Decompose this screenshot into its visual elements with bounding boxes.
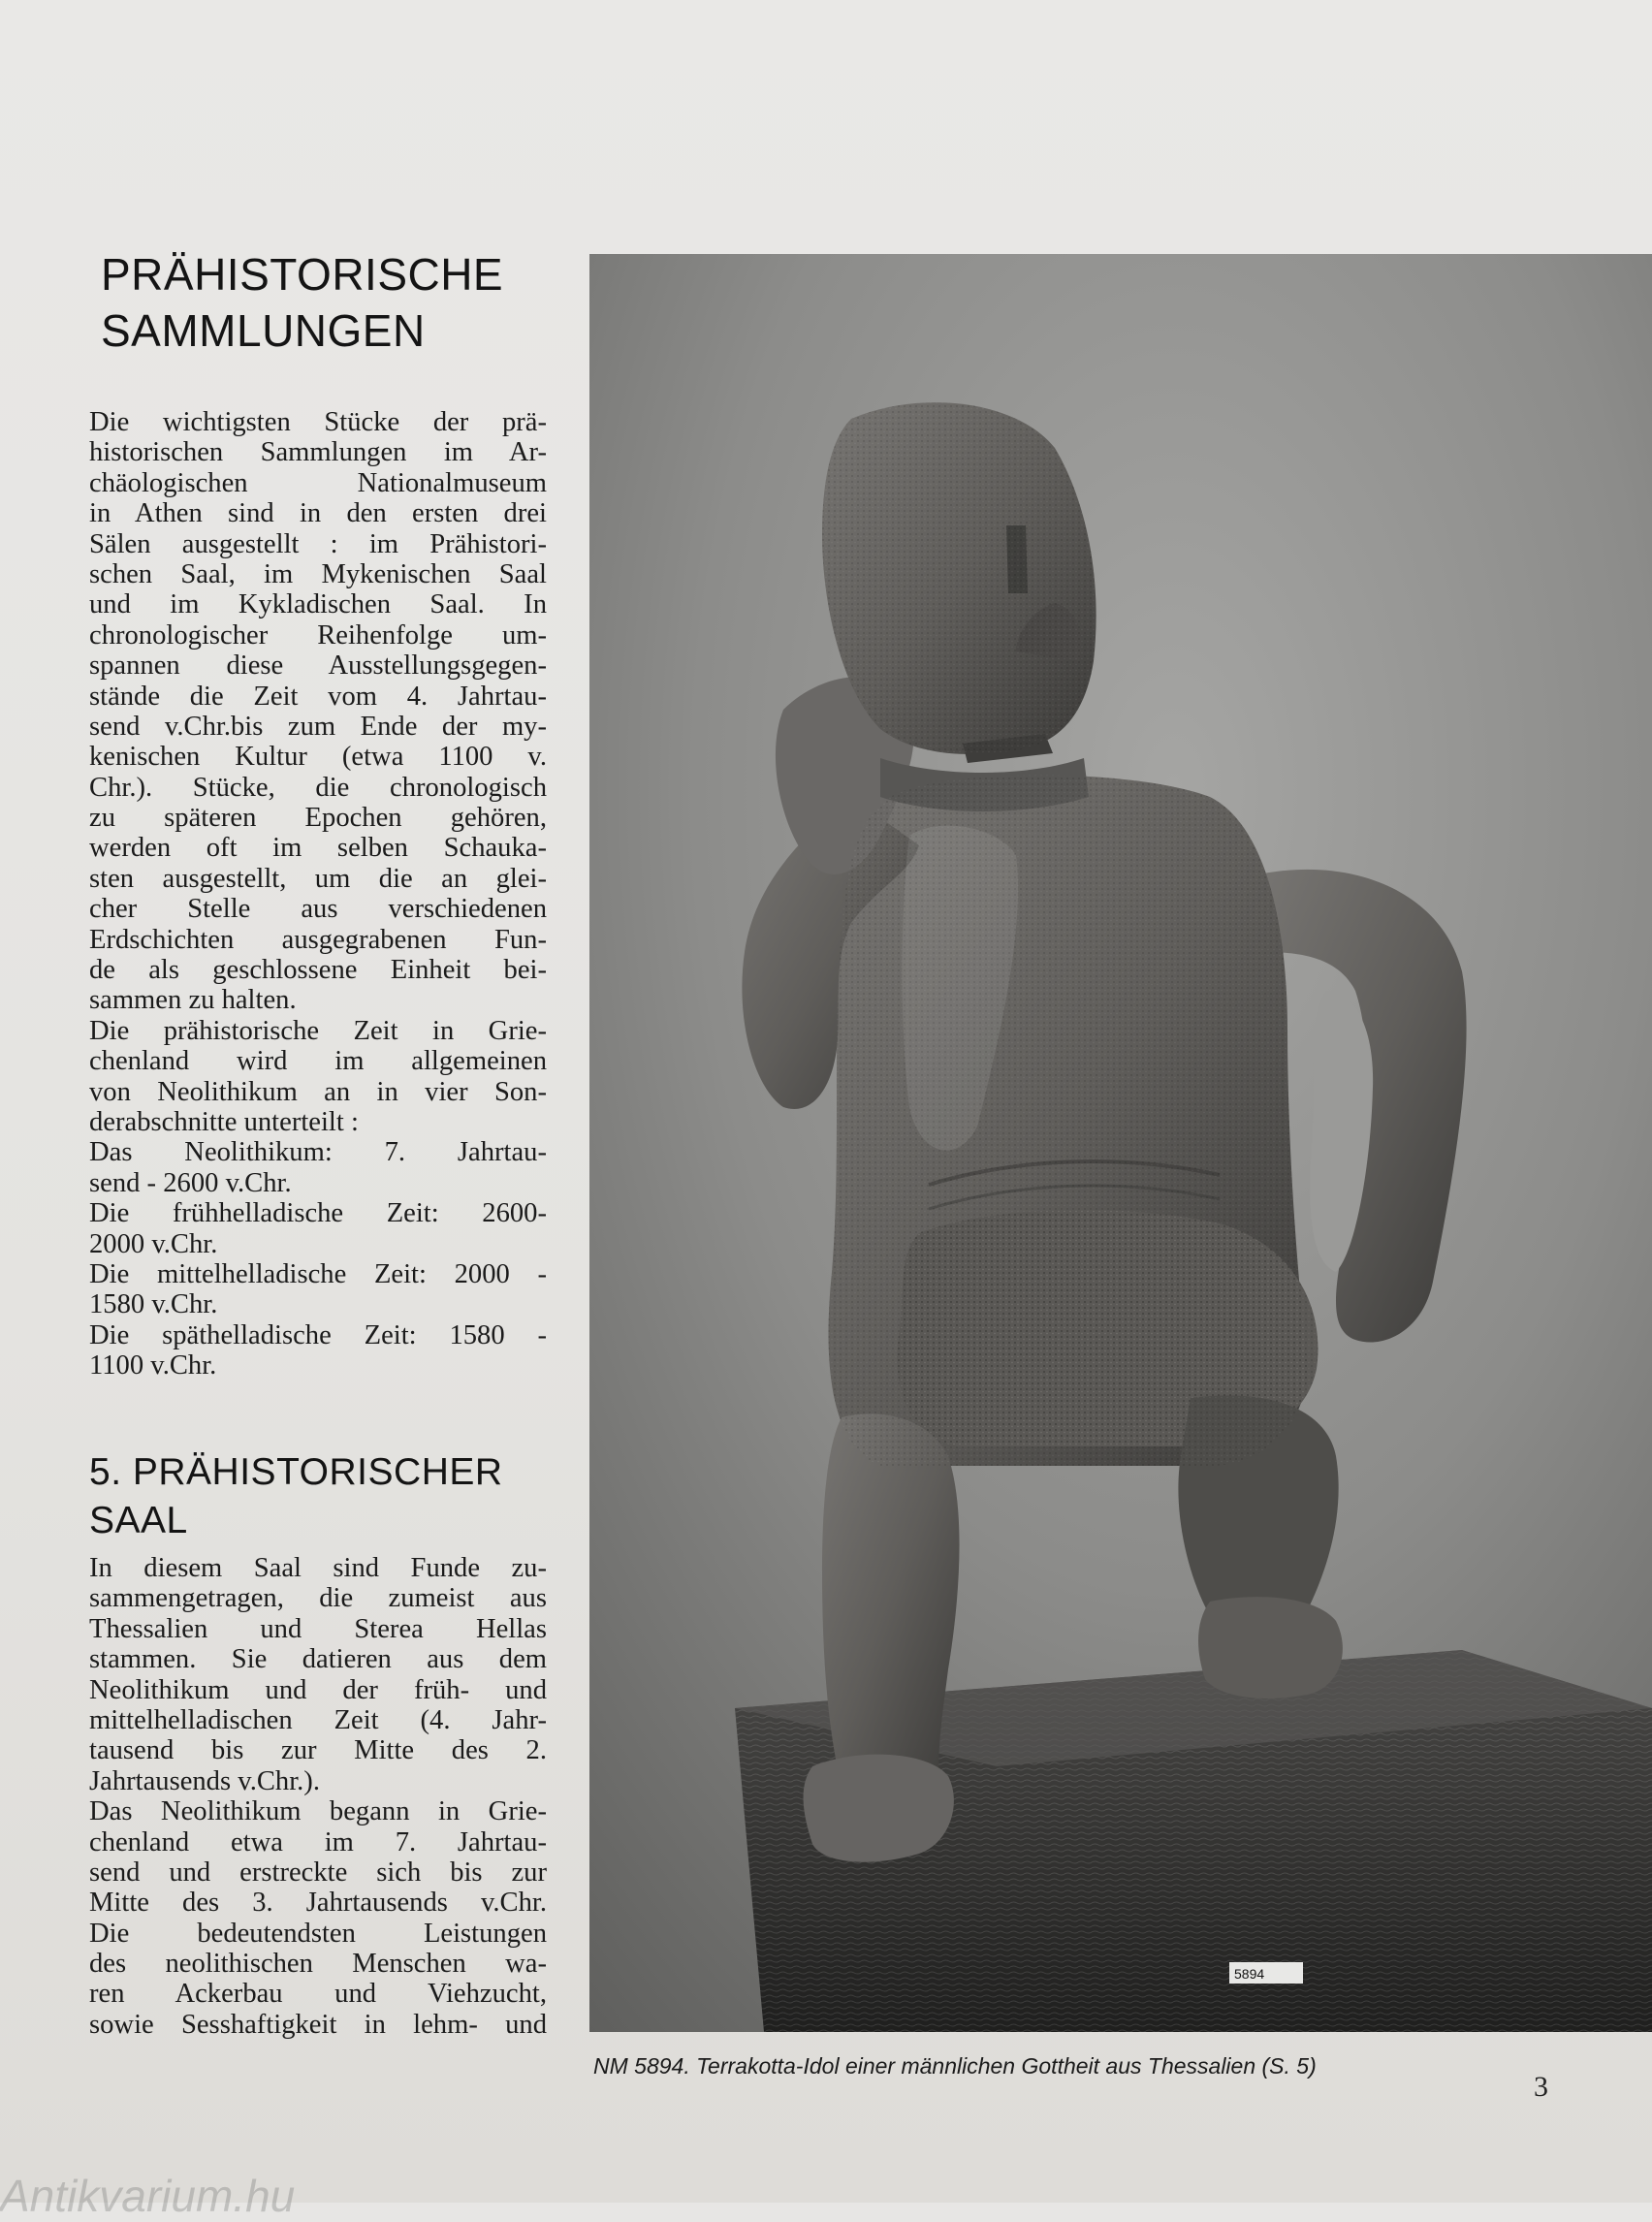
text-line: Sälen ausgestellt : im Prähistori-	[89, 528, 547, 559]
text-line: Die späthelladische Zeit: 1580 -	[89, 1319, 547, 1350]
section-heading-line-2: SAMMLUNGEN	[101, 305, 426, 356]
text-line: von Neolithikum an in vier Son-	[89, 1076, 547, 1107]
text-line: send - 2600 v.Chr.	[89, 1167, 292, 1198]
subsection-heading	[89, 1448, 555, 1545]
text-line: werden oft im selben Schauka-	[89, 833, 547, 864]
text-line: de als geschlossene Einheit bei-	[89, 955, 547, 986]
terracotta-idol-photo	[589, 254, 1652, 2032]
text-line: Die mittelhelladische Zeit: 2000 -	[89, 1258, 547, 1289]
text-line: zu späteren Epochen gehören,	[89, 803, 547, 834]
text-line: Die wichtigsten Stücke der prä-	[89, 407, 547, 437]
text-line: send v.Chr.bis zum Ende der my-	[89, 711, 547, 742]
text-line: chronologischer Reihenfolge um-	[89, 619, 547, 651]
watermark: Antikvarium.hu	[0, 2171, 296, 2221]
text-line: 1100 v.Chr.	[89, 1350, 217, 1381]
text-line: Die bedeutendsten Leistungen	[89, 1918, 547, 1949]
page-number: 3	[1534, 2071, 1548, 2103]
text-line: Mitte des 3. Jahrtausends v.Chr.	[89, 1888, 547, 1919]
text-line: spannen diese Ausstellungsgegen-	[89, 651, 547, 682]
text-line: Neolithikum und der früh- und	[89, 1674, 547, 1705]
text-line: in Athen sind in den ersten drei	[89, 498, 547, 529]
section-heading	[101, 246, 566, 359]
text-line: In diesem Saal sind Funde zu-	[89, 1553, 547, 1583]
text-line: Erdschichten ausgegrabenen Fun-	[89, 924, 547, 955]
text-line: sammengetragen, die zumeist aus	[89, 1583, 547, 1614]
inventory-label	[1229, 1962, 1303, 1984]
section-heading-line-1: PRÄHISTORISCHE	[101, 249, 504, 300]
inventory-label-text: 5894	[1234, 1966, 1265, 1982]
intro-text-column	[89, 407, 547, 1381]
text-line: 2000 v.Chr.	[89, 1228, 218, 1259]
text-line: chenland wird im allgemeinen	[89, 1046, 547, 1077]
text-line: sten ausgestellt, um die an glei-	[89, 863, 547, 894]
text-line: chäologischen Nationalmuseum	[89, 467, 547, 498]
text-line: historischen Sammlungen im Ar-	[89, 437, 547, 468]
hall-text-column	[89, 1553, 547, 2040]
subsection-heading-line-1: 5. PRÄHISTORISCHER	[89, 1451, 503, 1493]
text-line: stände die Zeit vom 4. Jahrtau-	[89, 681, 547, 712]
text-line: Das Neolithikum begann in Grie-	[89, 1796, 547, 1827]
text-line: Das Neolithikum: 7. Jahrtau-	[89, 1137, 547, 1168]
text-line: Die prähistorische Zeit in Grie-	[89, 1015, 547, 1046]
text-line: tausend bis zur Mitte des 2.	[89, 1735, 547, 1766]
text-line: derabschnitte unterteilt :	[89, 1106, 359, 1137]
text-line: Jahrtausends v.Chr.).	[89, 1765, 320, 1796]
text-line: cher Stelle aus verschiedenen	[89, 894, 547, 925]
text-line: sowie Sesshaftigkeit in lehm- und	[89, 2009, 547, 2040]
idol-illustration	[589, 254, 1652, 2032]
text-line: mittelhelladischen Zeit (4. Jahr-	[89, 1704, 547, 1735]
text-line: des neolithischen Menschen wa-	[89, 1949, 547, 1980]
text-line: kenischen Kultur (etwa 1100 v.	[89, 742, 547, 773]
text-line: Chr.). Stücke, die chronologisch	[89, 772, 547, 803]
text-line: schen Saal, im Mykenischen Saal	[89, 558, 547, 589]
text-line: Die frühhelladische Zeit: 2600-	[89, 1198, 547, 1229]
text-line: Thessalien und Sterea Hellas	[89, 1613, 547, 1644]
text-line: chenland etwa im 7. Jahrtau-	[89, 1826, 547, 1857]
subsection-heading-line-2: SAAL	[89, 1500, 188, 1541]
text-line: und im Kykladischen Saal. In	[89, 589, 547, 620]
text-line: ren Ackerbau und Viehzucht,	[89, 1979, 547, 2010]
text-line: 1580 v.Chr.	[89, 1289, 218, 1320]
text-line: stammen. Sie datieren aus dem	[89, 1644, 547, 1675]
photo-caption: NM 5894. Terrakotta-Idol einer männlichen Gottheit aus Thessalien (S. 5)	[593, 2053, 1317, 2079]
text-line: sammen zu halten.	[89, 985, 297, 1016]
text-line: send und erstreckte sich bis zur	[89, 1857, 547, 1888]
